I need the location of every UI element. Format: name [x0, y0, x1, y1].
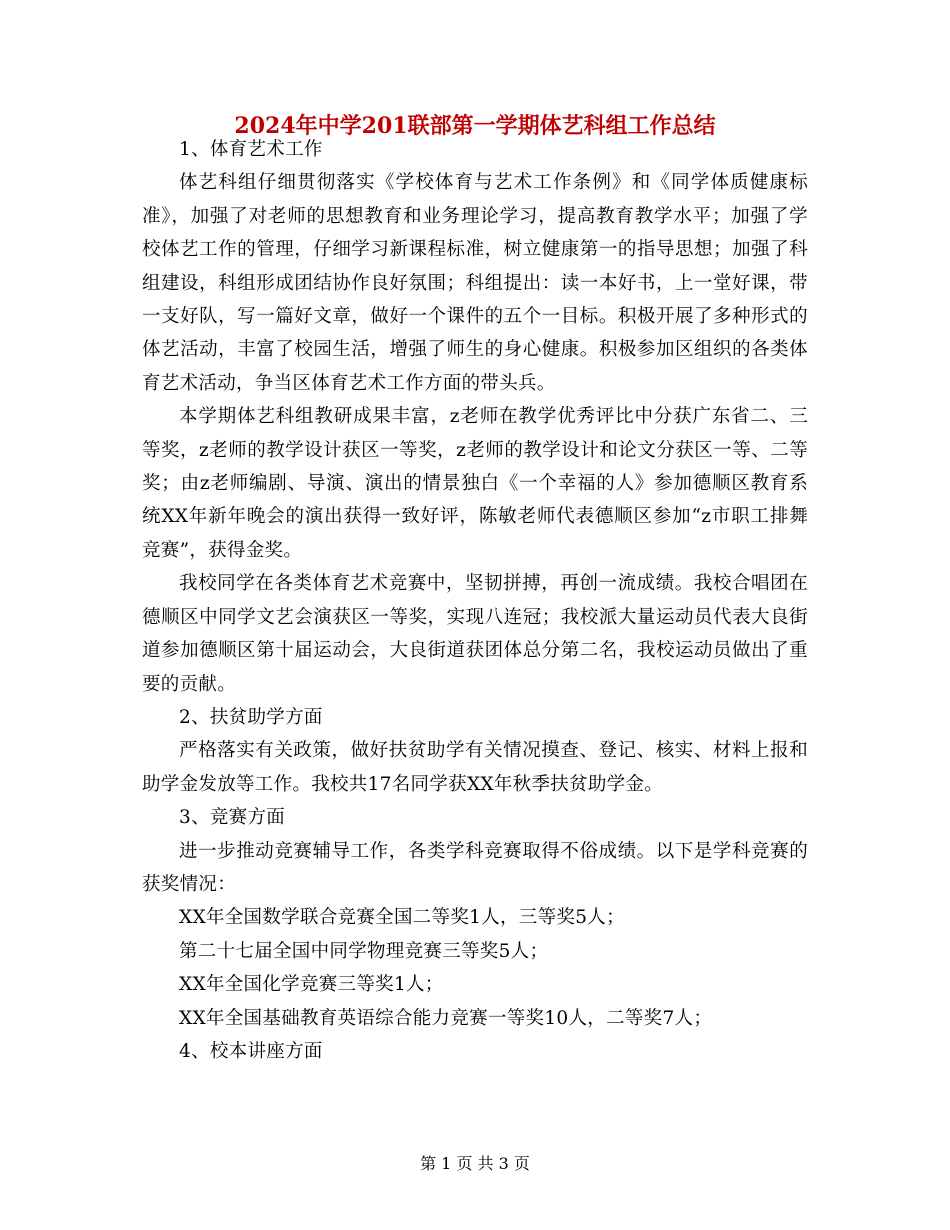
document-body — [142, 133, 808, 1068]
section-heading-competitions: 3、竞赛方面 — [179, 807, 286, 829]
document-title: 2024年中学201联部第一学期体艺科组工作总结 — [234, 113, 716, 139]
list-item-chemistry-award: XX年全国化学竞赛三等奖1人； — [179, 974, 444, 996]
page-number: 第 1 页 共 3 页 — [420, 1154, 530, 1173]
paragraph-competitions-intro: 进一步推动竞赛辅导工作，各类学科竞赛取得不俗成绩。以下是学科竞赛的获奖情况： — [142, 840, 808, 895]
section-heading-lectures: 4、校本讲座方面 — [179, 1040, 323, 1062]
page-footer — [0, 1153, 950, 1175]
section-heading-sports-art: 1、体育艺术工作 — [179, 139, 323, 160]
list-item-math-award: XX年全国数学联合竞赛全国二等奖1人，三等奖5人； — [179, 907, 625, 929]
list-item-english-award: XX年全国基础教育英语综合能力竞赛一等奖10人，二等奖7人； — [179, 1007, 713, 1029]
paragraph-poverty-aid: 严格落实有关政策，做好扶贫助学有关情况摸查、登记、核实、材料上报和助学金发放等工作。我校共17名同学获XX年秋季扶贫助学金。 — [142, 740, 808, 795]
paragraph-sports-art-overview: 体艺科组仔细贯彻落实《学校体育与艺术工作条例》和《同学体质健康标准》，加强了对老师的思想教育和业务理论学习，提高教育教学水平；加强了学校体艺工作的管理，仔细学习新课程标准，树立健康第一的指导思想；加强了科组建设，科组形成团结协作良好氛围；科组提出：读一本好书，上一堂好课，带一支好队，写一篇好文章，做好一个课件的五个一目标。积极开展了多种形式的体艺活动，丰富了校园生活，增强了师生的身心健康。积极参加区组织的各类体育艺术活动，争当区体育艺术工作方面的带头兵。 — [142, 172, 808, 394]
section-heading-poverty-aid: 2、扶贫助学方面 — [179, 706, 323, 728]
list-item-physics-award: 第二十七届全国中同学物理竞赛三等奖5人； — [179, 940, 549, 962]
paragraph-teaching-achievements: 本学期体艺科组教研成果丰富，z老师在教学优秀评比中分获广东省二、三等奖，z老师的教学设计获区一等奖，z老师的教学设计和论文分获区一等、二等奖；由z老师编剧、导演、演出的情景独白《一个幸福的人》参加德顺区教育系统XX年新年晚会的演出获得一致好评，陈敏老师代表德顺区参加“z市职工排舞竞赛”，获得金奖。 — [142, 406, 808, 561]
paragraph-student-competitions: 我校同学在各类体育艺术竞赛中，坚韧拼搏，再创一流成绩。我校合唱团在德顺区中同学文艺会演获区一等奖，实现八连冠；我校派大量运动员代表大良街道参加德顺区第十届运动会，大良街道获团体总分第二名，我校运动员做出了重要的贡献。 — [142, 573, 808, 695]
